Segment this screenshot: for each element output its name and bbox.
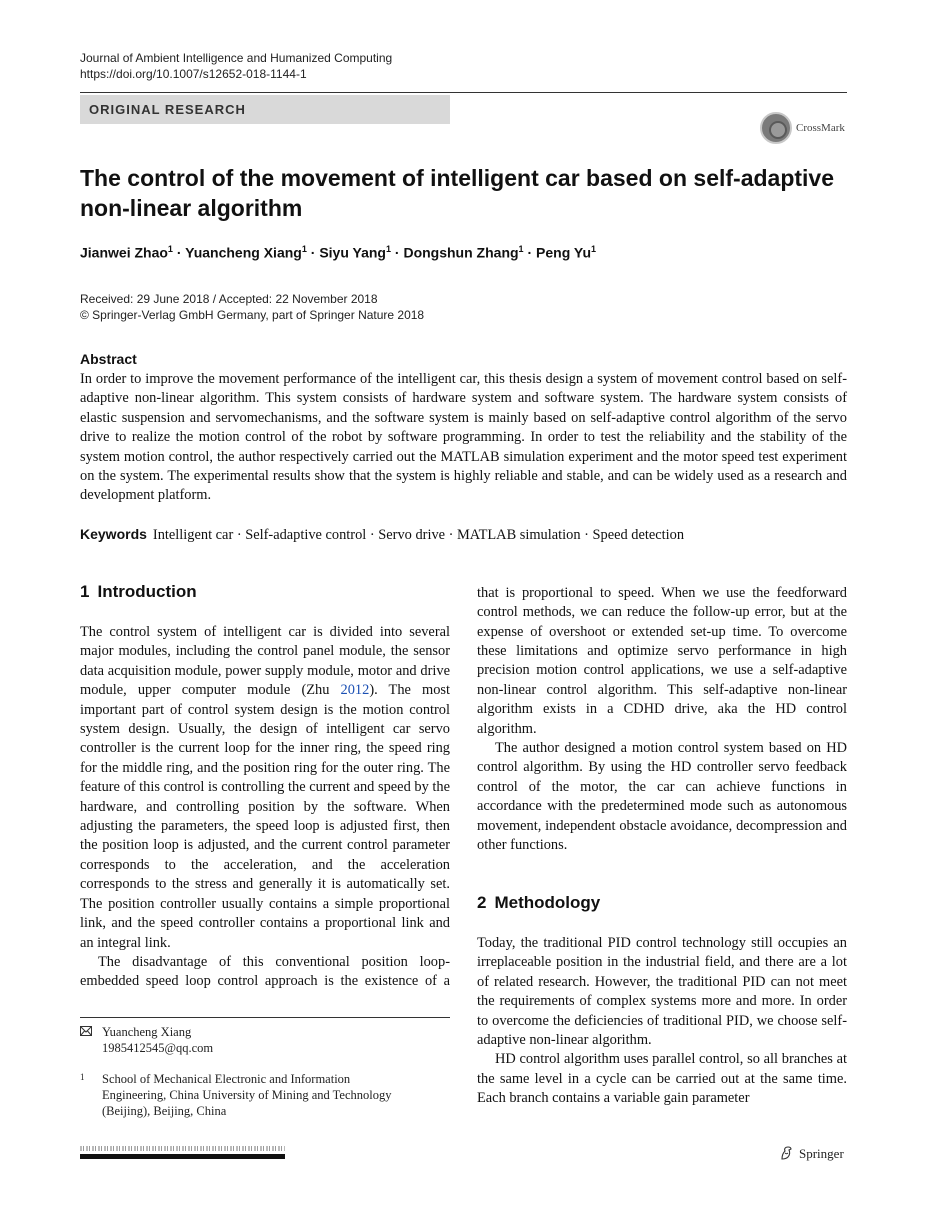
intro-paragraph-3: The author designed a motion control system based on HD control algorithm. By using the HD controller servo feedback control of the motor, the car can achieve functions in accordance with the predetermined mode such as autonomous movement, independent obstacle avoidance, decompression and other functions. — [477, 740, 847, 854]
crossmark-badge[interactable] — [760, 112, 850, 146]
crossmark-icon — [760, 112, 792, 144]
journal-name: Journal of Ambient Intelligence and Humanized Computing — [80, 51, 393, 65]
abstract-text: In order to improve the movement performance of the intelligent car, this thesis design a system of movement control based on self-adaptive non-linear algorithm. This system consists of hardware system and software system. The hardware system consists of elastic suspension and servomechanisms, and the software system is mainly based on self-adaptive control algorithm of the servo drive to realize the motion control of the robot by software programming. In order to test the reliability and the stability of the system motion control, the author respectively carried out the MATLAB simulation experiment and the motor speed test experiment on the system. The experimental results show that the system is highly reliable and stable, and can be widely used as a research and development platform. — [80, 371, 847, 504]
author-list: Jianwei Zhao$^1$ · Yuancheng Xiang$^1$ · Siyu Yang$^1$ · Dongshun Zhang$^1$ · Peng Yu$^1$ — [80, 244, 597, 261]
header-rule — [80, 92, 847, 93]
copyright-notice: © Springer-Verlag GmbH Germany, part of Springer Nature 2018 — [80, 308, 425, 322]
section-label: ORIGINAL RESEARCH — [89, 102, 246, 117]
journal-header — [80, 50, 392, 82]
author-name[interactable]: Yuancheng Xiang — [185, 244, 302, 261]
received-accepted: Received: 29 June 2018 / Accepted: 22 November 2018 — [80, 292, 378, 306]
section-number: 1 — [80, 582, 90, 601]
footnote-rule — [80, 1017, 450, 1018]
author-affiliation: 1 — [301, 244, 307, 254]
keywords-list: Intelligent car · Self-adaptive control · Servo drive · MATLAB simulation · Speed detection — [152, 527, 685, 543]
intro-paragraph-2: The disadvantage of this conventional position loop-embedded speed loop control approach is the existence of a — [80, 953, 450, 990]
author-name[interactable]: Jianwei Zhao — [80, 244, 168, 261]
keywords-label: Keywords — [80, 526, 147, 542]
article-dates — [80, 291, 424, 323]
springer-horse-icon — [778, 1145, 794, 1161]
abstract-heading: Abstract — [80, 351, 137, 367]
intro-paragraph-2-continued: that is proportional to speed. When we use the feedforward control methods, we can reduce the follow-up error, but at the expense of overshoot or extended set-up time. To overcome these limitations and optimize servo performance in high precision motion control applications, we use a self-adaptive non-linear control algorithm. This self-adaptive non-linear algorithm exists in a CDHD drive, aka the HD control algorithm. — [477, 584, 847, 737]
right-column — [477, 584, 847, 855]
author-affiliation: 1 — [385, 244, 391, 254]
publisher-name: Springer — [799, 1146, 844, 1161]
section-title: Methodology — [494, 893, 601, 912]
section-number: 2 — [477, 893, 487, 912]
corresponding-author-name: Yuancheng Xiang — [102, 1025, 192, 1039]
author-affiliation: 1 — [518, 244, 524, 254]
springer-logo — [778, 1144, 848, 1164]
section-title: Introduction — [97, 582, 197, 601]
footer-barcode — [80, 1143, 285, 1163]
methodology-body — [477, 934, 847, 1109]
envelope-icon — [80, 1025, 92, 1037]
left-column — [80, 623, 450, 992]
citation-link[interactable]: 2012 — [340, 682, 370, 699]
section-heading-introduction — [80, 582, 197, 602]
keywords — [80, 526, 684, 544]
corresponding-author — [102, 1024, 213, 1056]
author-affiliation: 1 — [167, 244, 173, 254]
corresponding-author-email[interactable]: 1985412545@qq.com — [102, 1041, 214, 1055]
method-paragraph-2: HD control algorithm uses parallel control, so all branches at the same level in a cycle can be carried out at the same time. Each branch contains a variable gain parameter — [477, 1051, 847, 1107]
author-name[interactable]: Dongshun Zhang — [403, 244, 519, 261]
affiliation: School of Mechanical Electronic and Information Engineering, China University of Mining and Technology (Beijing), Beijing, China — [102, 1072, 392, 1118]
section-heading-methodology — [477, 893, 600, 913]
author-name[interactable]: Siyu Yang — [319, 244, 386, 261]
author-name[interactable]: Peng Yu — [536, 244, 591, 261]
author-affiliation: 1 — [591, 244, 597, 254]
method-paragraph-1: Today, the traditional PID control technology still occupies an irreplaceable position in the industrial field, and there are a lot of related research. However, the traditional PID can not meet the requirements of complex systems more and more. In order to overcome the deficiencies of traditional PID, we choose self-adaptive non-linear algorithm. — [477, 935, 847, 1049]
affiliation-number: 1 — [80, 1072, 85, 1082]
intro-paragraph-1: The control system of intelligent car is divided into several major modules, including the control panel module, the sensor data acquisition module, power supply module, motor and drive module, upper computer module (Zhu 2012). The most important part of control system design is the motion control system design. Usually, the design of intelligent car servo controller is the current loop for the inner ring, the speed ring for the middle ring, and the position ring for the outer ring. The feature of this control is controlling the current and speed by the hardware, and controlling position by the software. When adjusting the parameters, the speed loop is adjusted first, then the position loop is adjusted, and the current control parameter corresponds to the acceleration, and the acceleration corresponds to the stress and generally it is automatically set. The position controller usually contains a simple proportional link, and the speed controller contains a proportional link and an integral link. — [80, 624, 451, 951]
article-title: The control of the movement of intelligent car based on self-adaptive non-linear algorithm — [80, 165, 835, 221]
doi-link[interactable]: https://doi.org/10.1007/s12652-018-1144-1 — [80, 67, 307, 81]
crossmark-label: CrossMark — [796, 122, 845, 134]
